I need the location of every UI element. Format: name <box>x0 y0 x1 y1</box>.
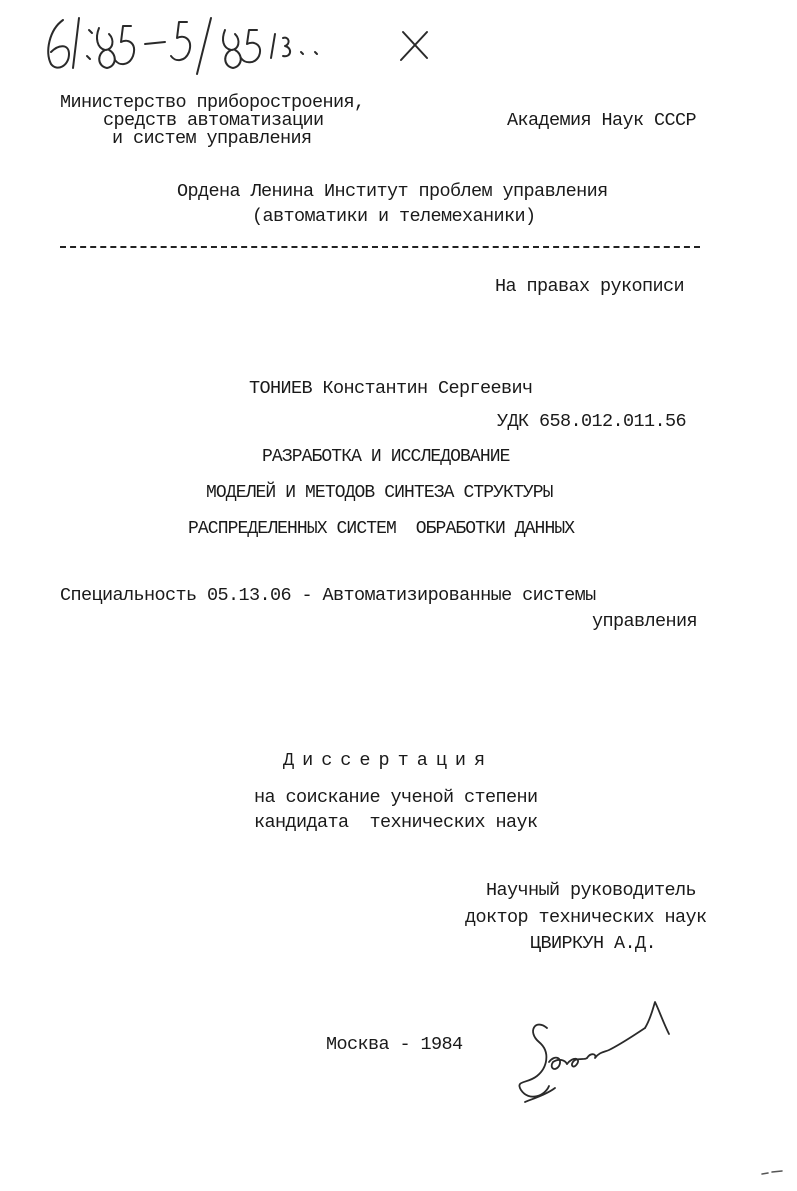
handwritten-archive-note <box>35 8 455 88</box>
title-line-3: РАСПРЕДЕЛЕННЫХ СИСТЕМ ОБРАБОТКИ ДАННЫХ <box>188 519 575 539</box>
city-year: Москва - 1984 <box>326 1034 463 1055</box>
header-divider <box>60 246 700 248</box>
handwritten-note-text: 6/: 85-5/85 13. X <box>35 8 46 9</box>
supervisor-name: ЦВИРКУН А.Д. <box>530 933 657 954</box>
specialty-line-1: Специальность 05.13.06 - Автоматизированные системы <box>60 585 596 606</box>
udk-code: УДК 658.012.011.56 <box>497 411 687 432</box>
dissertation-line-1: на соискание ученой степени <box>254 787 538 808</box>
manuscript-rights: На правах рукописи <box>495 276 685 297</box>
dissertation-heading: Диссертация <box>283 750 494 771</box>
title-line-1: РАЗРАБОТКА И ИССЛЕДОВАНИЕ <box>262 447 510 467</box>
ministry-line-3: и систем управления <box>112 128 312 149</box>
title-line-2: МОДЕЛЕЙ И МЕТОДОВ СИНТЕЗА СТРУКТУРЫ <box>206 483 553 503</box>
institute-line-1: Ордена Ленина Институт проблем управления <box>177 181 608 202</box>
author-name: ТОНИЕВ Константин Сергеевич <box>249 378 533 399</box>
supervisor-role: Научный руководитель <box>486 880 697 901</box>
ministry-line-2: средств автоматизации <box>103 110 324 131</box>
institute-line-2: (автоматики и телемеханики) <box>252 206 536 227</box>
ministry-line-1: Министерство приборостроения, <box>60 92 365 113</box>
academy-name: Академия Наук СССР <box>507 110 697 131</box>
specialty-line-2: управления <box>592 611 698 632</box>
author-signature <box>505 998 675 1113</box>
corner-mark <box>760 1166 790 1178</box>
supervisor-degree: доктор технических наук <box>465 907 707 928</box>
dissertation-line-2: кандидата технических наук <box>254 812 538 833</box>
